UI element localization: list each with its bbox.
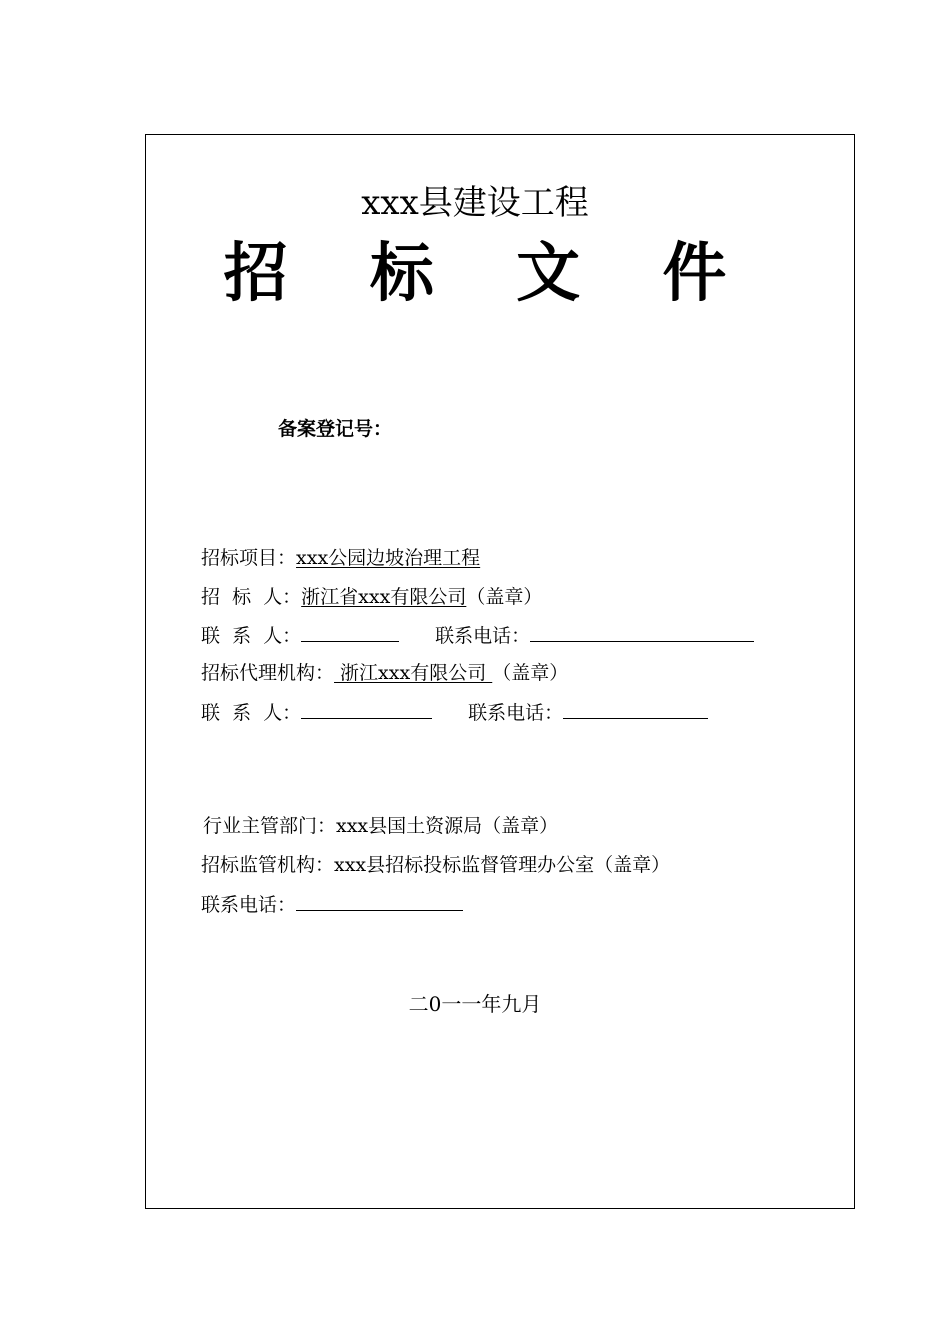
agency-contact-label: 联 系 人： <box>201 702 302 724</box>
agency-contact-row <box>201 699 708 726</box>
project-subtitle: xxx县建设工程 <box>361 183 589 223</box>
agency-seal: （盖章） <box>492 662 569 684</box>
tender-project-value: xxx公园边坡治理工程 <box>296 547 481 569</box>
tenderer-contact-blank <box>301 622 399 642</box>
tenderer-row <box>201 584 542 610</box>
agency-row <box>201 660 568 686</box>
industry-department-line: 行业主管部门：xxx县国土资源局（盖章） <box>203 815 559 837</box>
tenderer-contact-label: 联 系 人： <box>201 625 302 647</box>
tenderer-phone-label: 联系电话： <box>435 625 531 647</box>
agency-phone-blank <box>563 699 708 719</box>
supervision-agency-line: 招标监管机构：xxx县招标投标监督管理办公室（盖章） <box>201 854 671 876</box>
issue-date: 二0一一年九月 <box>408 992 542 1016</box>
tender-project-row <box>201 545 480 571</box>
authority-phone-label: 联系电话： <box>201 894 297 916</box>
agency-value: 浙江xxx有限公司 <box>334 662 493 684</box>
authority-phone-blank <box>296 891 463 911</box>
registration-number-label: 备案登记号： <box>278 418 393 440</box>
agency-label: 招标代理机构： <box>201 662 335 684</box>
agency-contact-blank <box>301 699 432 719</box>
tenderer-label: 招 标 人： <box>201 586 302 608</box>
tenderer-seal: （盖章） <box>466 586 543 608</box>
tenderer-value: 浙江省xxx有限公司 <box>301 586 467 608</box>
authority-phone-row <box>201 891 463 918</box>
tenderer-phone-blank <box>530 622 754 642</box>
tender-project-label: 招标项目： <box>201 547 297 569</box>
agency-phone-label: 联系电话： <box>468 702 564 724</box>
tenderer-contact-row <box>201 622 754 649</box>
document-title: 招 标 文 件 <box>223 237 757 311</box>
